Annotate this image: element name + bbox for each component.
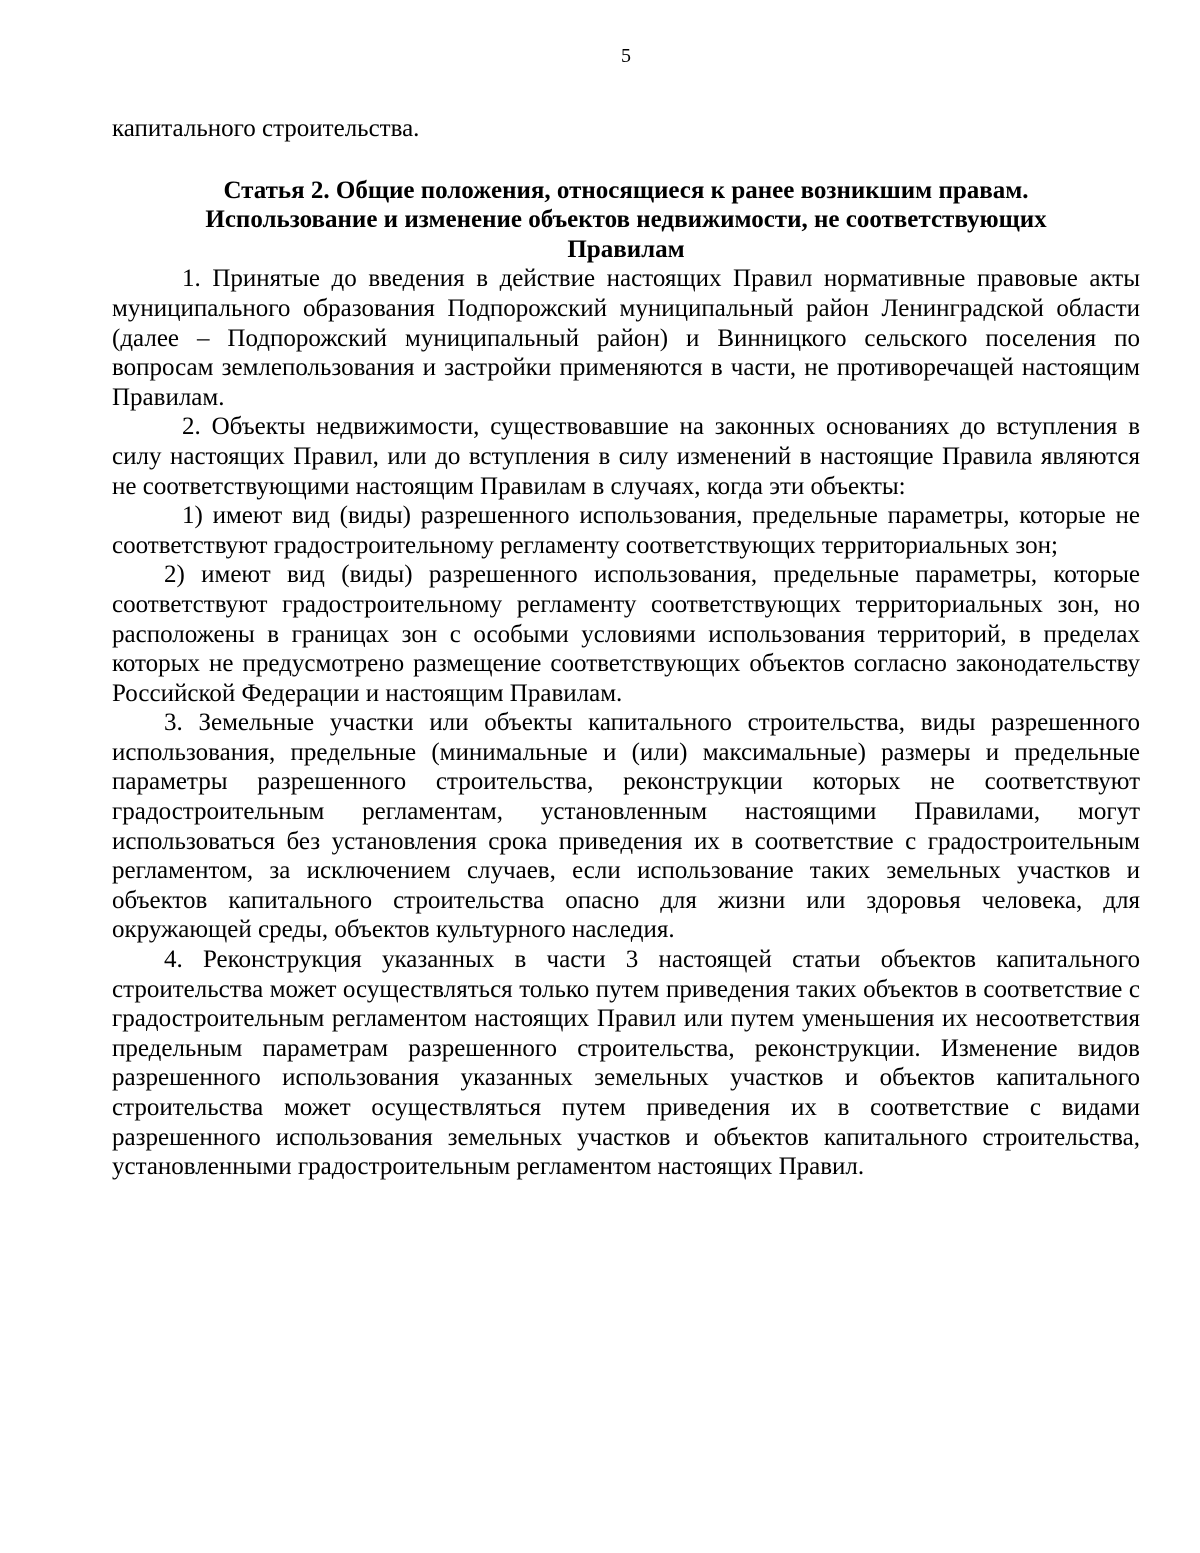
paragraph-4: 4. Реконструкция указанных в части 3 настоящей статьи объектов капитального строительства может осуществляться только путем приведения таких объектов в соответствие с градостроительным регламентом настоящих Правил или путем уменьшения их несоответствия предельным параметрам разрешенного строительства, реконструкции. Изменение видов разрешенного использования указанных земельных участков и объектов капитального строительства может осуществляться путем приведения их в соответствие с видами разрешенного использования земельных участков и объектов капитального строительства, установленными градостроительным регламентом настоящих Правил. bbox=[112, 946, 1140, 1181]
article-heading-line: Правилам bbox=[567, 235, 685, 263]
paragraph-2: 2. Объекты недвижимости, существовавшие на законных основаниях до вступления в силу настоящих Правил, или до вступления в силу изменений в настоящие Правила являются не соответствующими настоящим Правилам в случаях, когда эти объекты: bbox=[112, 413, 1140, 500]
continuation-text: капитального строительства. bbox=[112, 115, 420, 142]
list-item-2: 2) имеют вид (виды) разрешенного использования, предельные параметры, которые соответствуют градостроительному регламенту соответствующих территориальных зон, но расположены в границах зон с особыми условиями использования территорий, в пределах которых не предусмотрено размещение соответствующих объектов согласно законодательству Российской Федерации и настоящим Правилам. bbox=[112, 561, 1140, 707]
article-heading bbox=[112, 176, 1140, 265]
article-heading-line: Использование и изменение объектов недвижимости, не соответствующих bbox=[205, 206, 1047, 234]
paragraph-3: 3. Земельные участки или объекты капитального строительства, виды разрешенного использования, предельные (минимальные и (или) максимальные) размеры и предельные параметры разрешенного строительства, реконструкции которых не соответствуют градостроительным регламентам, установленным настоящими Правилами, могут использоваться без установления срока приведения их в соответствие с градостроительным регламентом, за исключением случаев, если использование таких земельных участков и объектов капитального строительства опасно для жизни или здоровья человека, для окружающей среды, объектов культурного наследия. bbox=[112, 709, 1140, 944]
article-heading-line: Статья 2. Общие положения, относящиеся к ранее возникшим правам. bbox=[223, 176, 1029, 204]
document-body bbox=[112, 114, 1140, 1182]
page-number: 5 bbox=[621, 45, 631, 67]
list-item-1: 1) имеют вид (виды) разрешенного использования, предельные параметры, которые не соответствуют градостроительному регламенту соответствующих территориальных зон; bbox=[112, 502, 1140, 559]
paragraph-1: 1. Принятые до введения в действие настоящих Правил нормативные правовые акты муниципального образования Подпорожский муниципальный район Ленинградской области (далее – Подпорожский муниципальный район) и Винницкого сельского поселения по вопросам землепользования и застройки применяются в части, не противоречащей настоящим Правилам. bbox=[112, 265, 1140, 411]
